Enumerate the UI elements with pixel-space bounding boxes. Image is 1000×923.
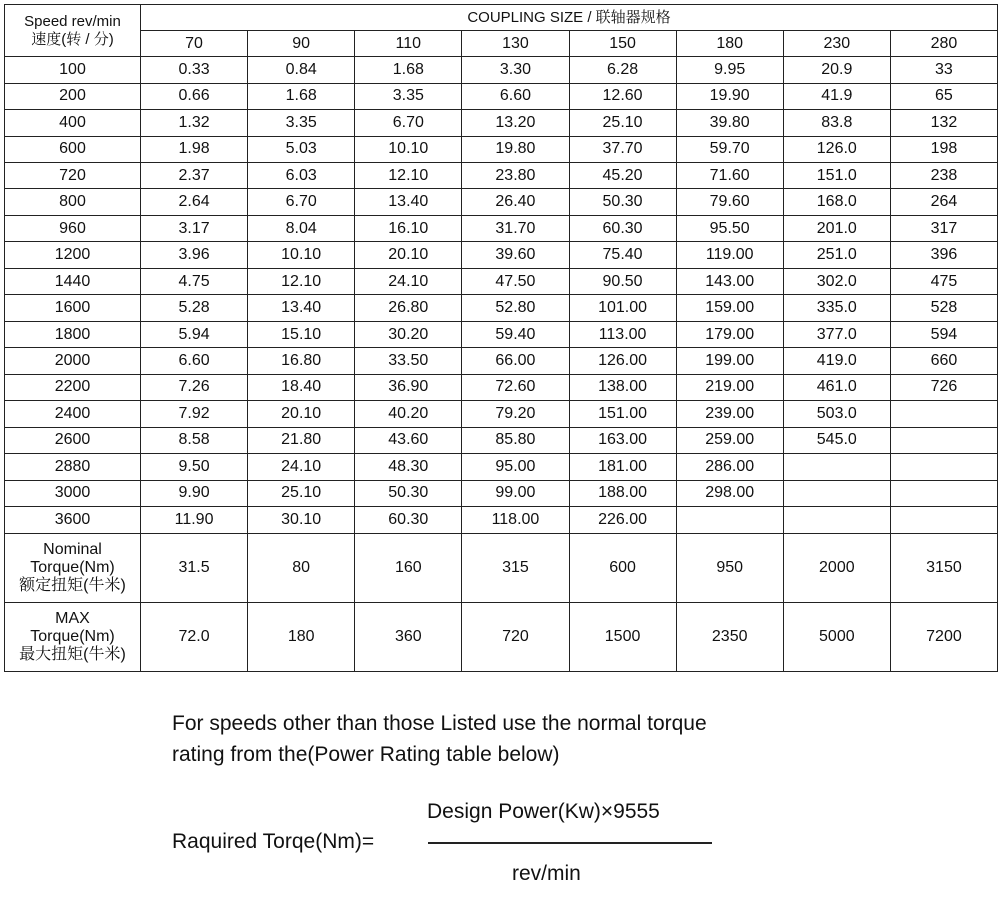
- speed-cell: 600: [5, 136, 141, 162]
- torque-cell: 0.84: [248, 57, 355, 83]
- torque-cell: 95.50: [676, 215, 783, 241]
- torque-cell: 101.00: [569, 295, 676, 321]
- torque-cell: 8.04: [248, 215, 355, 241]
- torque-cell: 4.75: [141, 268, 248, 294]
- torque-cell: 251.0: [783, 242, 890, 268]
- torque-cell: 143.00: [676, 268, 783, 294]
- torque-cell: 12.10: [355, 163, 462, 189]
- torque-cell: 138.00: [569, 374, 676, 400]
- torque-cell: [890, 480, 997, 506]
- size-header-row: [5, 31, 998, 57]
- torque-cell: 3.96: [141, 242, 248, 268]
- table-row: [5, 295, 998, 321]
- torque-cell: 264: [890, 189, 997, 215]
- formula-denominator: rev/min: [512, 862, 581, 885]
- speed-cell: 400: [5, 110, 141, 136]
- torque-cell: 660: [890, 348, 997, 374]
- torque-cell: 419.0: [783, 348, 890, 374]
- torque-cell: 50.30: [355, 480, 462, 506]
- torque-cell: 151.00: [569, 401, 676, 427]
- usage-note: [172, 708, 852, 770]
- torque-cell: 5.03: [248, 136, 355, 162]
- torque-cell: 18.40: [248, 374, 355, 400]
- torque-cell: 72.60: [462, 374, 569, 400]
- torque-cell: 10.10: [355, 136, 462, 162]
- torque-cell: [783, 507, 890, 533]
- torque-cell: 23.80: [462, 163, 569, 189]
- torque-cell: 26.80: [355, 295, 462, 321]
- torque-cell: 317: [890, 215, 997, 241]
- formula-label: Raquired Torqe(Nm)=: [172, 830, 375, 853]
- torque-cell: 48.30: [355, 454, 462, 480]
- table-row: [5, 163, 998, 189]
- usage-note-line2: rating from the(Power Rating table below): [172, 743, 560, 766]
- torque-cell: 50.30: [569, 189, 676, 215]
- torque-cell: 79.20: [462, 401, 569, 427]
- torque-cell: 132: [890, 110, 997, 136]
- torque-cell: 0.66: [141, 83, 248, 109]
- nominal-torque-value: 950: [676, 533, 783, 602]
- torque-cell: 302.0: [783, 268, 890, 294]
- speed-cell: 2600: [5, 427, 141, 453]
- torque-cell: 126.00: [569, 348, 676, 374]
- torque-cell: 30.10: [248, 507, 355, 533]
- torque-cell: 118.00: [462, 507, 569, 533]
- nominal-torque-value: 3150: [890, 533, 997, 602]
- speed-cell: 1200: [5, 242, 141, 268]
- torque-cell: 13.40: [248, 295, 355, 321]
- torque-cell: 15.10: [248, 321, 355, 347]
- size-header: 280: [890, 31, 997, 57]
- table-row: [5, 507, 998, 533]
- max-label-line: 最大扭矩(牛米): [19, 645, 126, 663]
- torque-cell: 0.33: [141, 57, 248, 83]
- torque-cell: 5.94: [141, 321, 248, 347]
- torque-cell: 163.00: [569, 427, 676, 453]
- torque-cell: 298.00: [676, 480, 783, 506]
- size-header: 150: [569, 31, 676, 57]
- nominal-torque-value: 160: [355, 533, 462, 602]
- torque-cell: 7.26: [141, 374, 248, 400]
- torque-cell: 1.32: [141, 110, 248, 136]
- torque-cell: 377.0: [783, 321, 890, 347]
- torque-cell: 65: [890, 83, 997, 109]
- torque-cell: 181.00: [569, 454, 676, 480]
- torque-cell: 3.17: [141, 215, 248, 241]
- torque-cell: 26.40: [462, 189, 569, 215]
- torque-cell: 16.80: [248, 348, 355, 374]
- table-row: [5, 401, 998, 427]
- torque-cell: 66.00: [462, 348, 569, 374]
- speed-cell: 2400: [5, 401, 141, 427]
- torque-cell: 5.28: [141, 295, 248, 321]
- table-row: [5, 57, 998, 83]
- torque-cell: 201.0: [783, 215, 890, 241]
- torque-cell: 126.0: [783, 136, 890, 162]
- torque-cell: 9.95: [676, 57, 783, 83]
- max-torque-value: 2350: [676, 602, 783, 671]
- speed-cell: 2000: [5, 348, 141, 374]
- torque-cell: 24.10: [355, 268, 462, 294]
- nominal-torque-value: 80: [248, 533, 355, 602]
- size-header: 70: [141, 31, 248, 57]
- torque-cell: 11.90: [141, 507, 248, 533]
- torque-cell: 60.30: [355, 507, 462, 533]
- torque-cell: 8.58: [141, 427, 248, 453]
- torque-cell: 1.68: [355, 57, 462, 83]
- torque-cell: 99.00: [462, 480, 569, 506]
- torque-cell: 95.00: [462, 454, 569, 480]
- torque-cell: 168.0: [783, 189, 890, 215]
- torque-cell: 6.28: [569, 57, 676, 83]
- header-row: [5, 5, 998, 31]
- formula-numerator: Design Power(Kw)×9555: [427, 800, 660, 823]
- torque-cell: 119.00: [676, 242, 783, 268]
- torque-cell: 36.90: [355, 374, 462, 400]
- speed-cell: 960: [5, 215, 141, 241]
- torque-cell: 1.68: [248, 83, 355, 109]
- speed-cell: 3000: [5, 480, 141, 506]
- max-torque-label: [5, 602, 141, 671]
- table-row: [5, 427, 998, 453]
- table-row: [5, 83, 998, 109]
- size-header: 110: [355, 31, 462, 57]
- max-label-line: Torque(Nm): [30, 627, 115, 645]
- torque-cell: [783, 454, 890, 480]
- torque-cell: 12.60: [569, 83, 676, 109]
- max-torque-value: 5000: [783, 602, 890, 671]
- torque-cell: 6.60: [462, 83, 569, 109]
- torque-cell: 238: [890, 163, 997, 189]
- torque-cell: [783, 480, 890, 506]
- speed-cell: 2880: [5, 454, 141, 480]
- nominal-label-line: 额定扭矩(牛米): [19, 576, 126, 594]
- torque-cell: 6.60: [141, 348, 248, 374]
- torque-cell: 113.00: [569, 321, 676, 347]
- table-row: [5, 374, 998, 400]
- torque-table: [4, 4, 998, 672]
- table-row: [5, 136, 998, 162]
- size-header: 130: [462, 31, 569, 57]
- torque-cell: 20.9: [783, 57, 890, 83]
- torque-cell: 726: [890, 374, 997, 400]
- torque-cell: 39.80: [676, 110, 783, 136]
- torque-cell: 19.80: [462, 136, 569, 162]
- torque-cell: [676, 507, 783, 533]
- torque-cell: 7.92: [141, 401, 248, 427]
- nominal-torque-value: 315: [462, 533, 569, 602]
- fraction-line: [428, 842, 712, 844]
- torque-cell: 24.10: [248, 454, 355, 480]
- torque-cell: 40.20: [355, 401, 462, 427]
- torque-cell: 59.40: [462, 321, 569, 347]
- torque-cell: 13.20: [462, 110, 569, 136]
- table-row: [5, 321, 998, 347]
- torque-cell: 1.98: [141, 136, 248, 162]
- torque-cell: 396: [890, 242, 997, 268]
- nominal-torque-value: 31.5: [141, 533, 248, 602]
- table-row: [5, 242, 998, 268]
- torque-cell: 41.9: [783, 83, 890, 109]
- torque-cell: 3.35: [355, 83, 462, 109]
- speed-cell: 100: [5, 57, 141, 83]
- speed-cell: 200: [5, 83, 141, 109]
- torque-cell: 286.00: [676, 454, 783, 480]
- torque-cell: 9.50: [141, 454, 248, 480]
- torque-cell: 151.0: [783, 163, 890, 189]
- max-torque-value: 7200: [890, 602, 997, 671]
- torque-cell: 16.10: [355, 215, 462, 241]
- torque-cell: 25.10: [569, 110, 676, 136]
- torque-cell: 25.10: [248, 480, 355, 506]
- torque-cell: [890, 454, 997, 480]
- size-header: 180: [676, 31, 783, 57]
- torque-cell: 594: [890, 321, 997, 347]
- torque-cell: 159.00: [676, 295, 783, 321]
- torque-cell: [890, 427, 997, 453]
- torque-cell: [890, 507, 997, 533]
- torque-cell: 20.10: [248, 401, 355, 427]
- torque-cell: 335.0: [783, 295, 890, 321]
- nominal-label-line: Torque(Nm): [30, 558, 115, 576]
- torque-cell: 9.90: [141, 480, 248, 506]
- speed-header: [5, 5, 141, 57]
- table-row: [5, 348, 998, 374]
- nominal-torque-label: [5, 533, 141, 602]
- torque-cell: 12.10: [248, 268, 355, 294]
- torque-cell: 3.35: [248, 110, 355, 136]
- torque-cell: 545.0: [783, 427, 890, 453]
- torque-cell: 461.0: [783, 374, 890, 400]
- torque-cell: 198: [890, 136, 997, 162]
- torque-cell: 31.70: [462, 215, 569, 241]
- torque-cell: 503.0: [783, 401, 890, 427]
- speed-header-en: Speed rev/min: [24, 12, 121, 30]
- torque-cell: 6.03: [248, 163, 355, 189]
- torque-cell: 10.10: [248, 242, 355, 268]
- table-row: [5, 215, 998, 241]
- speed-cell: 2200: [5, 374, 141, 400]
- nominal-torque-value: 600: [569, 533, 676, 602]
- torque-cell: 90.50: [569, 268, 676, 294]
- speed-cell: 1440: [5, 268, 141, 294]
- size-header: 230: [783, 31, 890, 57]
- torque-cell: 219.00: [676, 374, 783, 400]
- coupling-size-header: COUPLING SIZE / 联轴器规格: [141, 5, 998, 31]
- nominal-torque-row: [5, 533, 998, 602]
- speed-cell: 720: [5, 163, 141, 189]
- torque-cell: 60.30: [569, 215, 676, 241]
- torque-cell: 226.00: [569, 507, 676, 533]
- torque-cell: 45.20: [569, 163, 676, 189]
- torque-cell: 59.70: [676, 136, 783, 162]
- usage-note-line1: For speeds other than those Listed use the normal torque: [172, 712, 707, 735]
- torque-cell: 179.00: [676, 321, 783, 347]
- torque-cell: 79.60: [676, 189, 783, 215]
- torque-cell: 528: [890, 295, 997, 321]
- torque-cell: 6.70: [355, 110, 462, 136]
- table-row: [5, 189, 998, 215]
- torque-cell: 83.8: [783, 110, 890, 136]
- torque-cell: 47.50: [462, 268, 569, 294]
- torque-cell: 39.60: [462, 242, 569, 268]
- max-label-line: MAX: [55, 609, 90, 627]
- torque-cell: 37.70: [569, 136, 676, 162]
- speed-cell: 3600: [5, 507, 141, 533]
- torque-cell: 199.00: [676, 348, 783, 374]
- torque-cell: 43.60: [355, 427, 462, 453]
- torque-cell: 6.70: [248, 189, 355, 215]
- speed-cell: 1600: [5, 295, 141, 321]
- torque-cell: 33: [890, 57, 997, 83]
- max-torque-value: 1500: [569, 602, 676, 671]
- torque-cell: 30.20: [355, 321, 462, 347]
- max-torque-row: [5, 602, 998, 671]
- torque-cell: 19.90: [676, 83, 783, 109]
- torque-cell: 3.30: [462, 57, 569, 83]
- nominal-label-line: Nominal: [43, 540, 102, 558]
- torque-cell: 85.80: [462, 427, 569, 453]
- torque-cell: 20.10: [355, 242, 462, 268]
- torque-cell: 188.00: [569, 480, 676, 506]
- max-torque-value: 720: [462, 602, 569, 671]
- torque-cell: 21.80: [248, 427, 355, 453]
- torque-cell: 52.80: [462, 295, 569, 321]
- torque-cell: 259.00: [676, 427, 783, 453]
- torque-cell: 71.60: [676, 163, 783, 189]
- table-row: [5, 110, 998, 136]
- speed-cell: 800: [5, 189, 141, 215]
- torque-cell: 2.64: [141, 189, 248, 215]
- table-row: [5, 268, 998, 294]
- nominal-torque-value: 2000: [783, 533, 890, 602]
- max-torque-value: 360: [355, 602, 462, 671]
- torque-cell: 33.50: [355, 348, 462, 374]
- torque-cell: 75.40: [569, 242, 676, 268]
- size-header: 90: [248, 31, 355, 57]
- torque-cell: 475: [890, 268, 997, 294]
- torque-cell: 13.40: [355, 189, 462, 215]
- table-row: [5, 454, 998, 480]
- torque-cell: 2.37: [141, 163, 248, 189]
- torque-cell: 239.00: [676, 401, 783, 427]
- max-torque-value: 72.0: [141, 602, 248, 671]
- speed-cell: 1800: [5, 321, 141, 347]
- table-row: [5, 480, 998, 506]
- max-torque-value: 180: [248, 602, 355, 671]
- speed-header-cn: 速度(转 / 分): [31, 30, 114, 48]
- torque-cell: [890, 401, 997, 427]
